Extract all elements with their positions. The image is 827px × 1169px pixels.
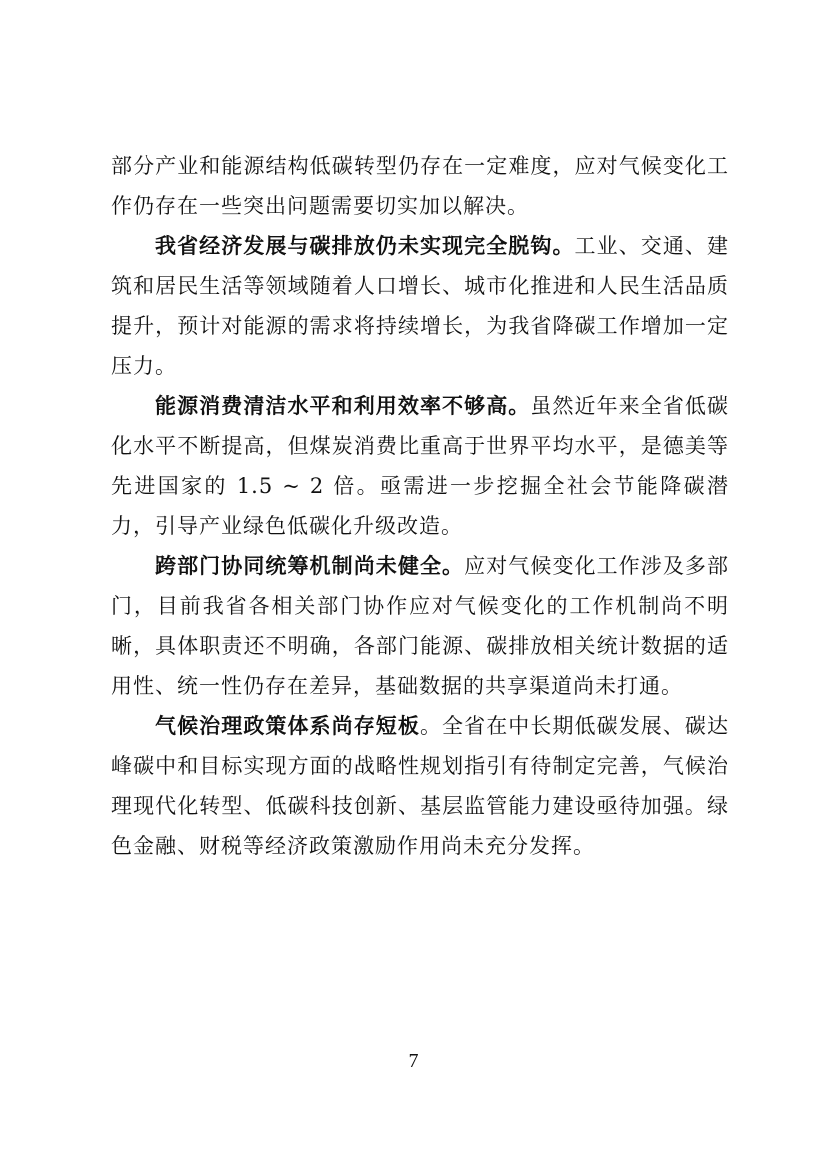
paragraph-coordination-mechanism <box>111 546 729 706</box>
paragraph-text: 虽然近年来全省低碳化水平不断提高，但煤炭消费比重高于世界平均水平，是德美等先进国家的 1.5 ~ 2 倍。亟需进一步挖掘全社会节能降碳潜力，引导产业绿色低碳化升级改造。 <box>111 394 729 538</box>
paragraph-continuation <box>111 146 729 226</box>
paragraph-text: 部分产业和能源结构低碳转型仍存在一定难度，应对气候变化工作仍存在一些突出问题需要切实加以解决。 <box>111 154 729 218</box>
paragraph-heading: 气候治理政策体系尚存短板 <box>155 714 420 738</box>
paragraph-heading: 能源消费清洁水平和利用效率不够高。 <box>155 394 531 418</box>
page-number: 7 <box>408 1050 419 1072</box>
paragraph-heading: 我省经济发展与碳排放仍未实现完全脱钩。 <box>155 234 575 258</box>
paragraph-text: 。全省在中长期低碳发展、碳达峰碳中和目标实现方面的战略性规划指引有待制定完善，气候治理现代化转型、低碳科技创新、基层监管能力建设亟待加强。绿色金融、财税等经济政策激励作用尚未充分发挥。 <box>111 714 730 858</box>
paragraph-heading: 跨部门协同统筹机制尚未健全。 <box>155 554 465 578</box>
paragraph-policy-system <box>111 706 729 866</box>
body-text <box>111 146 729 866</box>
paragraph-energy-efficiency <box>111 386 729 546</box>
paragraph-text: 应对气候变化工作涉及多部门，目前我省各相关部门协作应对气候变化的工作机制尚不明晰，具体职责还不明确，各部门能源、碳排放相关统计数据的适用性、统一性仍存在差异，基础数据的共享渠道尚未打通。 <box>111 554 730 698</box>
paragraph-economic-decoupling <box>111 226 729 386</box>
paragraph-text: 工业、交通、建筑和居民生活等领域随着人口增长、城市化推进和人民生活品质提升，预计对能源的需求将持续增长，为我省降碳工作增加一定压力。 <box>111 234 730 378</box>
